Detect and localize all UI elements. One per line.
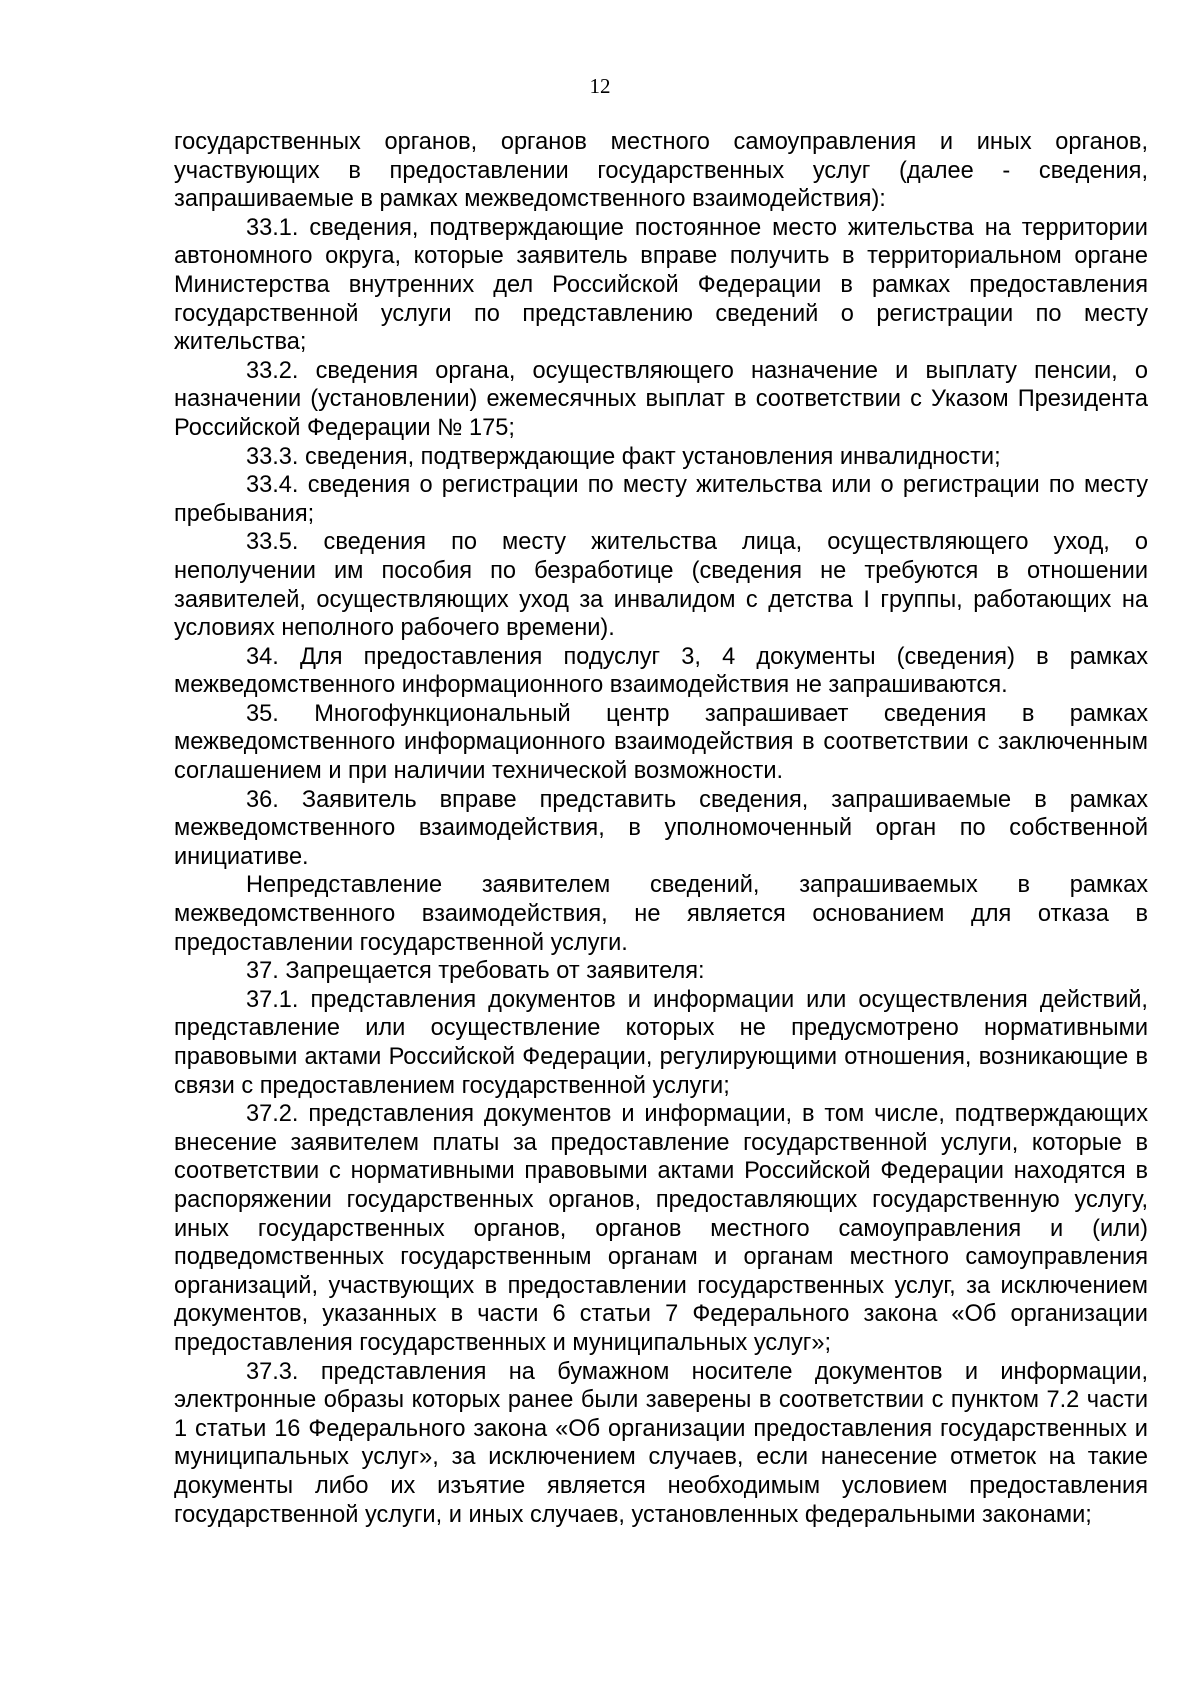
paragraph: Непредставление заявителем сведений, запрашиваемых в рамках межведомственного взаимодействия, не является основанием для отказа в предоставлении государственной услуги.	[174, 872, 1148, 956]
paragraph: 37. Запрещается требовать от заявителя:	[246, 958, 705, 985]
paragraph: 34. Для предоставления подуслуг 3, 4 документы (сведения) в рамках межведомственного информационного взаимодействия не запрашиваются.	[174, 643, 1148, 699]
paragraph: 37.3. представления на бумажном носителе документов и информации, электронные образы которых ранее были заверены в соответствии с пунктом 7.2 части 1 статьи 16 Федерального закона «Об организации предоставления государственных и муниципальных услуг», за исключением случаев, если нанесение отметок на такие документы либо их изъятие является необходимым условием предоставления государственной услуги, и иных случаев, установленных федеральными законами;	[174, 1358, 1148, 1528]
paragraph: 33.4. сведения о регистрации по месту жительства или о регистрации по месту пребывания;	[174, 472, 1148, 527]
paragraph: 33.1. сведения, подтверждающие постоянное место жительства на территории автономного округа, которые заявитель вправе получить в территориальном органе Министерства внутренних дел Российской Федерации в рамках предоставления государственной услуги по представлению сведений о регистрации по месту жительства;	[174, 214, 1148, 356]
paragraph: государственных органов, органов местного самоуправления и иных органов, участвующих в предоставлении государственных услуг (далее - сведения, запрашиваемые в рамках межведомственного взаимодействия):	[174, 129, 1148, 213]
paragraph: 33.2. сведения органа, осуществляющего назначение и выплату пенсии, о назначении (установлении) ежемесячных выплат в соответствии с Указом Президента Российской Федерации № 175;	[174, 357, 1148, 441]
document-body	[174, 128, 1148, 1529]
page-number: 12	[589, 74, 611, 98]
paragraph: 37.1. представления документов и информации или осуществления действий, представление или осуществление которых не предусмотрено нормативными правовыми актами Российской Федерации, регулирующими отношения, возникающие в связи с предоставлением государственной услуги;	[174, 986, 1148, 1099]
paragraph: 33.5. сведения по месту жительства лица, осуществляющего уход, о неполучении им пособия по безработице (сведения не требуются в отношении заявителей, осуществляющих уход за инвалидом с детства I группы, работающих на условиях неполного рабочего времени).	[174, 529, 1148, 642]
paragraph: 36. Заявитель вправе представить сведения, запрашиваемые в рамках межведомственного взаимодействия, в уполномоченный орган по собственной инициативе.	[174, 786, 1148, 870]
paragraph: 37.2. представления документов и информации, в том числе, подтверждающих внесение заявителем платы за предоставление государственной услуги, которые в соответствии с нормативными правовыми актами Российской Федерации находятся в распоряжении государственных органов, предоставляющих государственную услугу, иных государственных органов, органов местного самоуправления и (или) подведомственных государственным органам и органам местного самоуправления организаций, участвующих в предоставлении государственных услуг, за исключением документов, указанных в части 6 статьи 7 Федерального закона «Об организации предоставления государственных и муниципальных услуг»;	[174, 1101, 1148, 1356]
paragraph: 33.3. сведения, подтверждающие факт установления инвалидности;	[246, 443, 1001, 470]
paragraph: 35. Многофункциональный центр запрашивает сведения в рамках межведомственного информационного взаимодействия в соответствии с заключенным соглашением и при наличии технической возможности.	[174, 700, 1148, 785]
